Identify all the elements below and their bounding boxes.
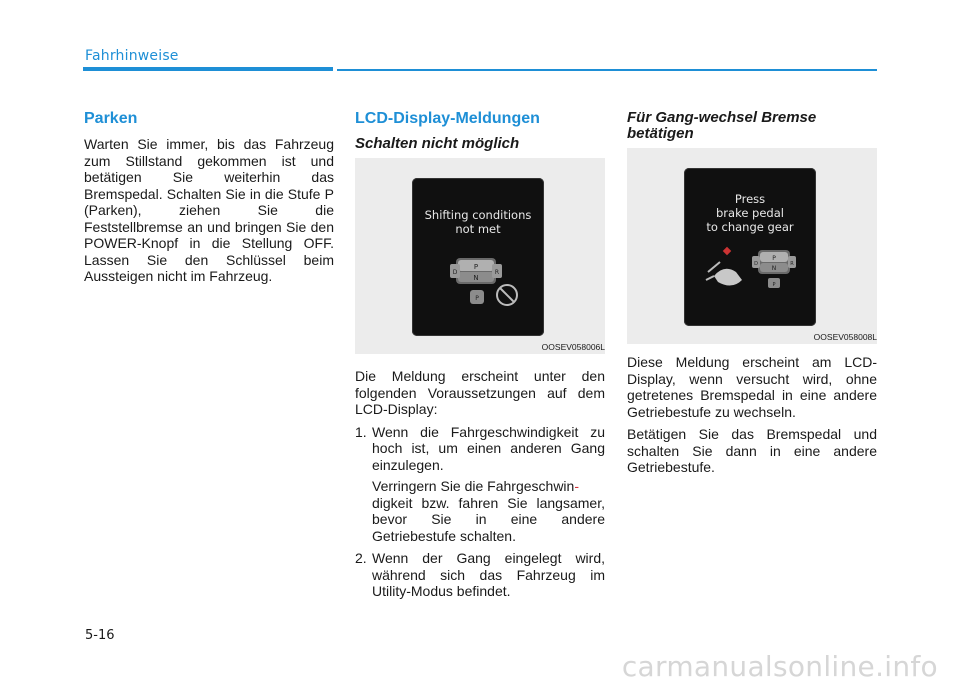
gear-r-label: R [494, 269, 500, 276]
gear-d-label: D [754, 261, 758, 267]
header-rule-thin [337, 69, 877, 71]
condition-list [355, 424, 605, 600]
list-item-number: 2. [355, 550, 367, 566]
screen-text-line-1: Press [734, 192, 766, 206]
list-item-text: Wenn der Gang eingelegt wird, während sich das Fahrzeug im Utility-Modus befindet. [372, 550, 605, 599]
figure-press-brake [627, 148, 877, 344]
figure-code: OOSEV058008L [813, 332, 877, 342]
page-number: 5-16 [85, 628, 115, 643]
paragraph-parken: Warten Sie immer, bis das Fahrzeug zum Stillstand gekommen ist und betätigen Sie weiterhin das Bremspedal. Schalten Sie in die Stufe P (Parken), ziehen Sie die Feststellbremse an und bringen Sie den POWER-Knopf in die Stellung OFF. Lassen Sie den Schlüssel beim Aussteigen nicht im Fahrzeug. [84, 136, 334, 284]
brake-pedal-icon [684, 168, 816, 326]
screen-text-line-2: brake pedal [716, 206, 784, 220]
list-item-note: Verringern Sie die Fahrgeschwin- digkeit bzw. fahren Sie langsamer, bevor Sie in eine andere Getriebestufe schalten. [372, 478, 605, 544]
gear-p-label: P [473, 263, 479, 271]
screen-text-line-3: to change gear [706, 220, 794, 234]
figure-code: OOSEV058006L [541, 342, 605, 352]
heading-lcd-messages: LCD-Display-Meldungen [355, 110, 540, 127]
park-button-label: P [772, 282, 776, 288]
gear-n-label: N [771, 265, 777, 272]
list-item [355, 550, 605, 600]
park-button-label: P [475, 295, 479, 302]
gear-p-label: P [772, 255, 776, 262]
watermark: carmanualsonline.info [621, 650, 938, 683]
list-item [355, 424, 605, 545]
gear-r-label: R [790, 261, 794, 267]
screen-text-line-1: Shifting conditions [424, 208, 532, 222]
gear-d-label: D [452, 269, 458, 276]
paragraph-intro: Die Meldung erscheint unter den folgenden Voraussetzungen auf dem LCD-Display: [355, 368, 605, 417]
paragraph-brake-2: Betätigen Sie das Bremspedal und schalten Sie dann in eine andere Getriebestufe. [627, 426, 877, 475]
paragraph-brake-1: Diese Meldung erscheint am LCD-Display, wenn versucht wird, ohne getretenes Bremspedal in eine andere Getriebestufe zu wechseln. [627, 354, 877, 420]
lcd-screen [684, 168, 816, 326]
gear-n-label: N [473, 274, 479, 282]
column-lcd-messages [355, 110, 605, 606]
list-item-number: 1. [355, 423, 367, 440]
subheading-shifting-not-possible: Schalten nicht möglich [355, 135, 520, 152]
figure-shifting-conditions [355, 158, 605, 354]
column-parken [84, 110, 334, 291]
header-rule-thick [83, 67, 333, 71]
gear-selector-icon [412, 178, 544, 336]
heading-parken: Parken [84, 110, 138, 127]
subheading-press-brake: Für Gang-wechsel Bremse betätigen [627, 109, 817, 142]
column-brake-message [627, 110, 877, 482]
list-item-text: Wenn die Fahrgeschwindigkeit zu hoch ist, um einen anderen Gang einzulegen. [372, 423, 605, 473]
section-header: Fahrhinweise [85, 48, 179, 64]
screen-text-line-2: not met [455, 222, 501, 236]
lcd-screen [412, 178, 544, 336]
